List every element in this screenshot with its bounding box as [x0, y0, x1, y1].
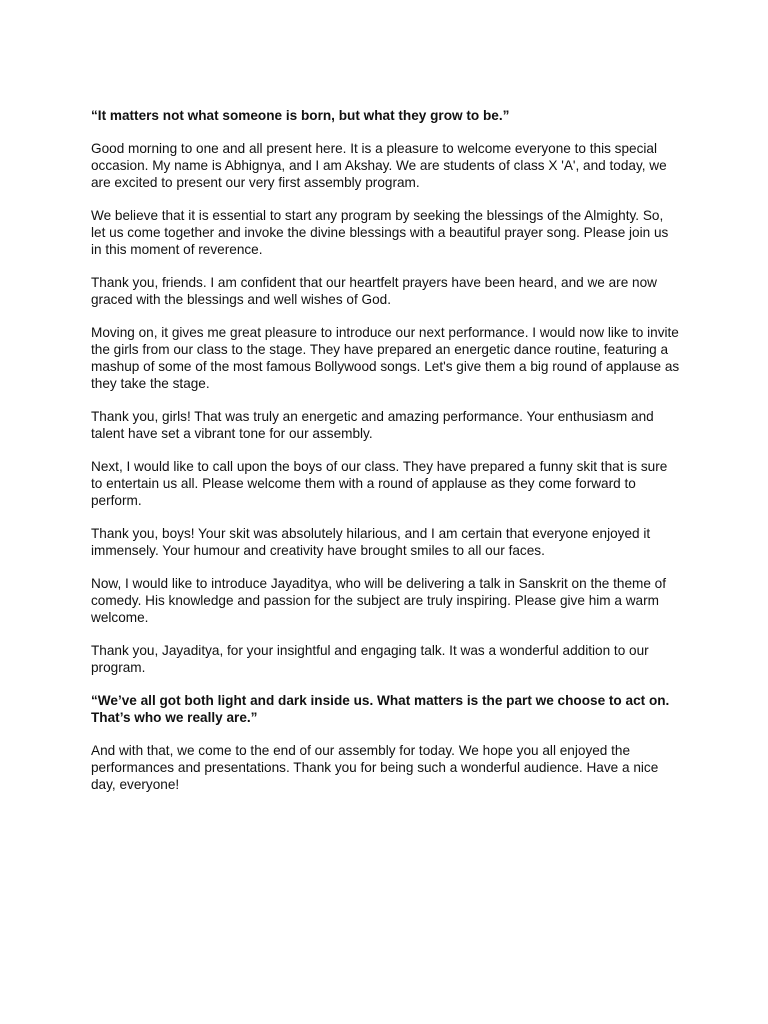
paragraph-dance-intro: Moving on, it gives me great pleasure to introduce our next performance. I would now like to invite the girls from our class to the stage. They have prepared an energetic dance routine, featuring a mashup of some of the most famous Bollywood songs. Let's give them a big round of applause as they take the stage.: [91, 325, 680, 391]
paragraph-welcome: Good morning to one and all present here. It is a pleasure to welcome everyone to this special occasion. My name is Abhignya, and I am Akshay. We are students of class X 'A', and today, we are excited to present our very first assembly program.: [91, 141, 667, 190]
closing-paragraph: And with that, we come to the end of our assembly for today. We hope you all enjoyed the performances and presentations. Thank you for being such a wonderful audience. Have a nice day, everyone!: [91, 743, 659, 792]
paragraph-thanks-friends: Thank you, friends. I am confident that our heartfelt prayers have been heard, and we are now graced with the blessings and well wishes of God.: [91, 275, 657, 307]
opening-quote: “It matters not what someone is born, but what they grow to be.”: [91, 108, 510, 123]
paragraph-skit-intro: Next, I would like to call upon the boys of our class. They have prepared a funny skit that is sure to entertain us all. Please welcome them with a round of applause as they come forward to perform.: [91, 459, 668, 508]
paragraph-thanks-boys: Thank you, boys! Your skit was absolutely hilarious, and I am certain that everyone enjoyed it immensely. Your humour and creativity have brought smiles to all our faces.: [91, 526, 651, 558]
paragraph-thanks-girls: Thank you, girls! That was truly an energetic and amazing performance. Your enthusiasm and talent have set a vibrant tone for our assembly.: [91, 409, 654, 441]
paragraph-prayer: We believe that it is essential to start any program by seeking the blessings of the Almighty. So, let us come together and invoke the divine blessings with a beautiful prayer song. Please join us in this moment of reverence.: [91, 208, 669, 257]
closing-quote: “We’ve all got both light and dark inside us. What matters is the part we choose to act on. That’s who we really are.”: [91, 693, 670, 725]
paragraph-talk-intro: Now, I would like to introduce Jayaditya, who will be delivering a talk in Sanskrit on the theme of comedy. His knowledge and passion for the subject are truly inspiring. Please give him a warm welcome.: [91, 576, 667, 625]
document-page: [91, 107, 681, 809]
paragraph-thanks-jayaditya: Thank you, Jayaditya, for your insightful and engaging talk. It was a wonderful addition to our program.: [91, 643, 649, 675]
